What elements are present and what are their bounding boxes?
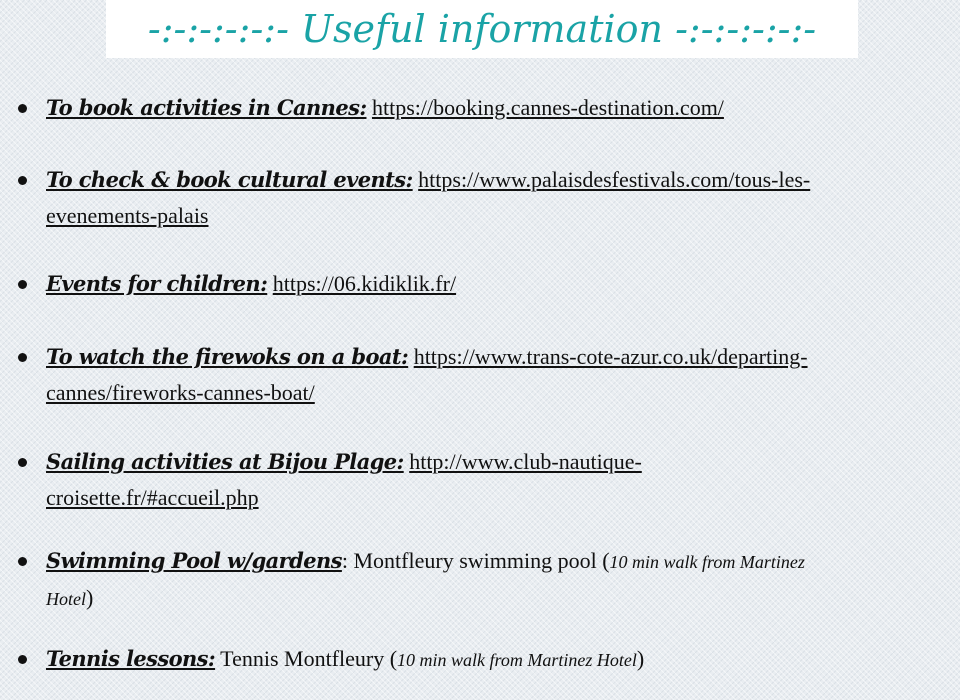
bullet-dot <box>18 176 27 185</box>
list-item-sailing <box>46 444 926 516</box>
item-separator: : <box>341 548 348 573</box>
closing-paren: ) <box>636 646 645 671</box>
fireworks-boat-link-continued[interactable]: cannes/fireworks-cannes-boat/ <box>46 380 315 405</box>
title-banner <box>106 0 858 58</box>
item-label: To check & book cultural events: <box>46 167 413 192</box>
item-label: To watch the firewoks on a boat: <box>46 344 409 369</box>
item-label: Tennis lessons: <box>46 646 216 671</box>
list-item-fireworks <box>46 339 926 411</box>
list-item-cultural-events <box>46 162 926 234</box>
sailing-club-link-continued[interactable]: croisette.fr/#accueil.php <box>46 485 259 510</box>
list-item-swimming-pool <box>46 543 926 617</box>
bullet-dot <box>18 655 27 664</box>
children-events-link[interactable]: https://06.kidiklik.fr/ <box>272 271 457 296</box>
cultural-events-link-continued[interactable]: evenements-palais <box>46 203 209 228</box>
booking-link[interactable]: https://booking.cannes-destination.com/ <box>371 95 724 120</box>
pool-name: Montfleury swimming pool ( <box>348 548 610 573</box>
closing-paren: ) <box>86 585 94 610</box>
walk-note-continued: Hotel <box>46 589 86 609</box>
page-title: -:-:-:-:-:- Useful information -:-:-:-:-:- <box>147 7 817 51</box>
bullet-dot <box>18 280 27 289</box>
item-label: Events for children: <box>46 271 268 296</box>
tennis-venue: Tennis Montfleury ( <box>215 646 398 671</box>
walk-note: 10 min walk from Martinez <box>609 552 805 572</box>
fireworks-boat-link[interactable]: https://www.trans-cote-azur.co.uk/departing- <box>413 344 808 369</box>
item-label: Swimming Pool w/gardens <box>46 548 342 573</box>
bullet-dot <box>18 557 27 566</box>
list-item-activities <box>46 90 926 126</box>
item-label: Sailing activities at Bijou Plage: <box>46 449 404 474</box>
list-item-children-events <box>46 266 926 302</box>
cultural-events-link[interactable]: https://www.palaisdesfestivals.com/tous-les- <box>418 167 811 192</box>
item-label: To book activities in Cannes: <box>46 95 367 120</box>
walk-note: 10 min walk from Martinez Hotel <box>397 650 637 670</box>
bullet-dot <box>18 104 27 113</box>
bullet-dot <box>18 458 27 467</box>
sailing-club-link[interactable]: http://www.club-nautique- <box>409 449 642 474</box>
list-item-tennis <box>46 641 926 678</box>
bullet-dot <box>18 353 27 362</box>
